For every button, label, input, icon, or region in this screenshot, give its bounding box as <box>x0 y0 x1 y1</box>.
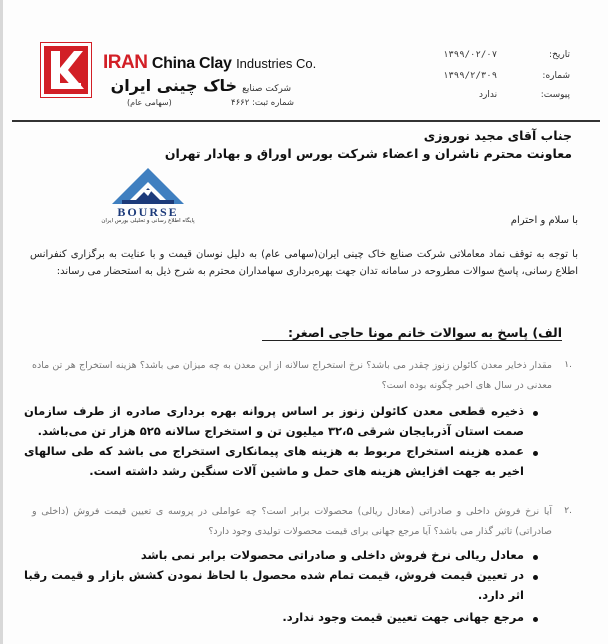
question-2-number: ۲. <box>564 506 572 516</box>
greeting: با سلام و احترام <box>510 215 578 226</box>
date-label: تاریخ: <box>549 50 570 60</box>
brand-industries: Industries Co. <box>236 56 317 71</box>
company-prefix: شرکت صنایع <box>242 84 291 94</box>
meta-number <box>350 71 570 81</box>
meta-date <box>350 50 570 60</box>
company-name-fa <box>103 76 291 95</box>
bourse-logo-text: BOURSE <box>117 205 179 219</box>
answer-2-2: در تعیین قیمت فروش، قیمت تمام شده محصول با لحاظ نمودن کشش بازار و قیمت رقبا اثر دارد. <box>24 568 524 602</box>
header-divider <box>12 120 600 122</box>
answer-2-3-bullet <box>533 617 538 622</box>
attachment-value: ندارد <box>479 90 498 100</box>
answer-2-2-bullet <box>533 575 538 580</box>
date-value: ۱۳۹۹/۰۲/۰۷ <box>442 50 498 60</box>
answer-1-2: عمده هزینه استخراج مربوط به هزینه های پیمانکاری استخراج می باشد که طی سالهای اخیر به جهت افزایش هزینه های حمل و ماشین آلات سنگین رشد داشته است. <box>24 444 524 478</box>
bourse-logo-subtitle: پایگاه اطلاع رسانی و تحلیلی بورس ایران <box>101 218 195 224</box>
addressee-name: جناب آقای مجید نوروزی <box>423 128 572 143</box>
answer-1-2-bullet <box>533 451 538 456</box>
registration-number: شماره ثبت: ۴۶۶۲ <box>231 98 294 108</box>
brand-iran: IRAN <box>103 52 148 73</box>
answer-2-3: مرجع جهانی جهت تعیین قیمت وجود ندارد. <box>282 610 524 624</box>
number-label: شماره: <box>542 71 570 81</box>
question-2: آیا نرخ فروش داخلی و صادراتی (معادل ریالی) محصولات برابر است؟ چه عواملی در پروسه ی تعیین قیمت فروش (داخلی و صادراتی) تاثیر گذار می باشد؟ آیا مرجع جهانی برای قیمت محصولات تولیدی وجود دارد؟ <box>32 506 552 537</box>
intro-paragraph: با توجه به توقف نماد معاملاتی شرکت صنایع خاک چینی ایران(سهامی عام) به دلیل نوسان قیمت و با عنایت به برگزاری کنفرانس اطلاع رسانی، پاسخ سوالات مطروحه در سامانه تدان جهت بهره‌برداری سهامداران محترم به شرح ذیل به استحضار می رساند: <box>30 249 578 277</box>
scan-edge <box>0 0 3 644</box>
answer-2-1-bullet <box>533 555 538 560</box>
question-1-number: ۱. <box>564 360 572 370</box>
meta-attachment <box>350 90 570 100</box>
addressee-title: معاونت محترم ناشران و اعضاء شرکت بورس اوراق و بهادار تهران <box>164 146 572 161</box>
company-name: خاک چینی ایران <box>110 76 238 95</box>
answer-1-1-bullet <box>533 411 538 416</box>
company-logo-icon <box>40 42 92 98</box>
answer-1-1: ذخیره قطعی معدن کائولن زنوز بر اساس پروانه بهره برداری صادره از طرف سازمان صمت استان آذربایجان شرقی ۳۲،۵ میلیون تن و استخراج سالانه ۵۲۵ هزار تن می‌باشد. <box>24 404 524 438</box>
attachment-label: پیوست: <box>540 90 570 100</box>
brand-name <box>103 52 316 74</box>
answer-2-1: معادل ریالی نرخ فروش داخلی و صادراتی محصولات برابر نمی باشد <box>140 548 524 562</box>
question-1: مقدار ذخایر معدن کائولن زنوز چقدر می باشد؟ نرخ استخراج سالانه از این معدن به چه میزان می باشد؟ هزینه استخراج هر تن ماده معدنی در سال های اخیر چگونه بوده است؟ <box>32 360 552 391</box>
number-value: ۱۳۹۹/۲/۳۰۹ <box>442 71 498 81</box>
brand-chinaclay: China Clay <box>151 55 232 72</box>
section-heading: الف) پاسخ به سوالات خانم مونا حاجی اصغر: <box>262 325 562 341</box>
company-type: (سهامی عام) <box>127 98 172 107</box>
